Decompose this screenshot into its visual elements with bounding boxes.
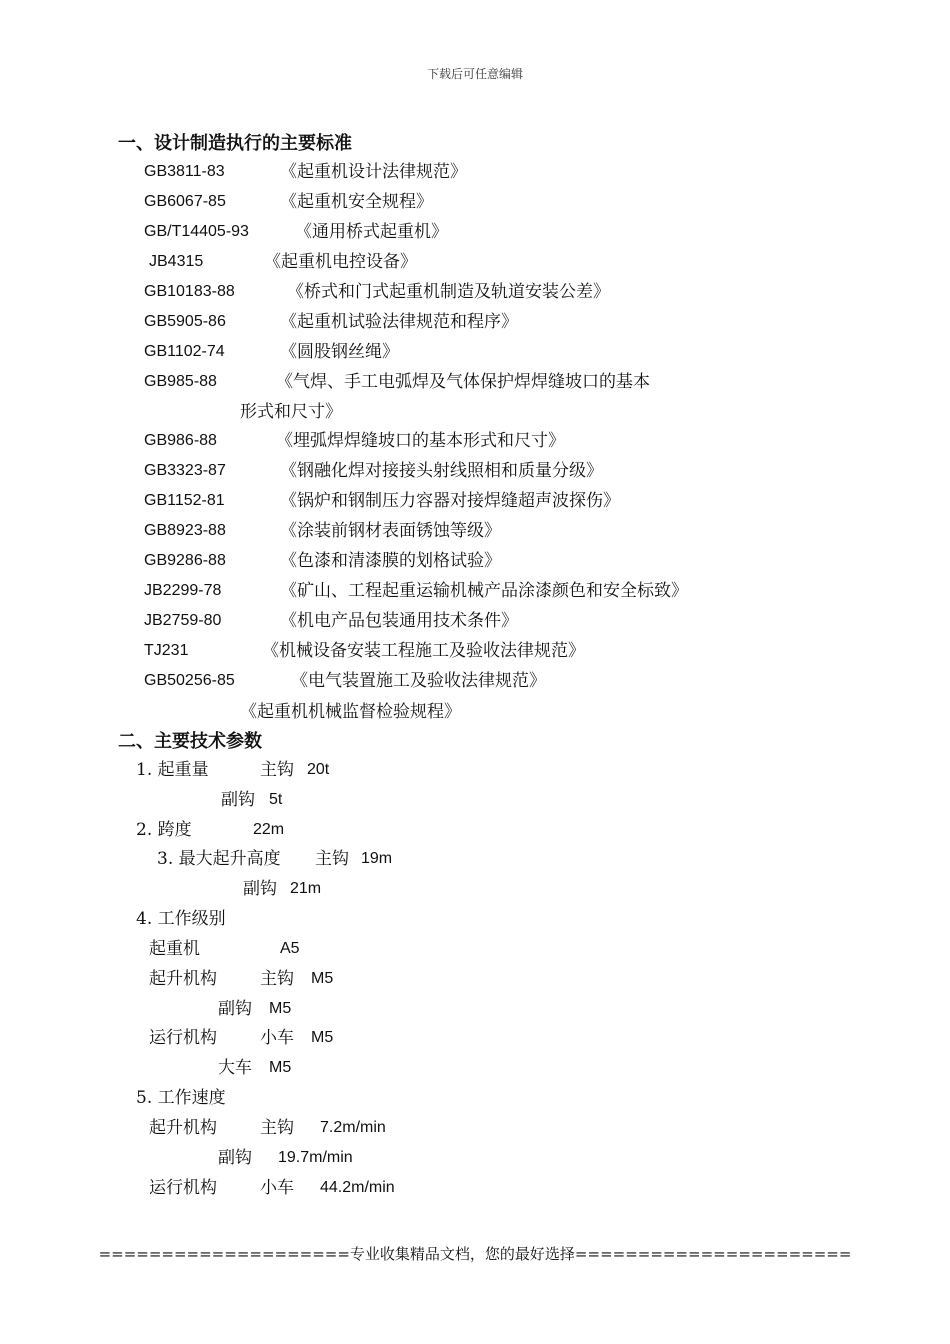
param-value: M5 [311,970,334,987]
param-speed-hoist [0,1116,950,1140]
standard-row [0,340,950,364]
standard-row [0,519,950,543]
standard-code: JB2299-78 [144,582,222,599]
param-duty-bridge [0,1056,950,1080]
standard-name: 《桥式和门式起重机制造及轨道安装公差》 [287,282,610,302]
standard-row [0,280,950,304]
param-value: 21m [290,880,322,897]
standard-name: 《气焊、手工电弧焊及气体保护焊焊缝坡口的基本 [276,372,650,392]
section2-title: 二、主要技术参数 [118,731,262,752]
param-sub-label: 主钩 [315,849,349,869]
standard-code: GB985-88 [144,373,217,390]
param-lift-height-aux [0,877,950,901]
standard-row [0,700,950,724]
param-duty-hoist [0,967,950,991]
standard-row [0,579,950,603]
standard-row [0,549,950,573]
param-sub-label: 主钩 [260,760,294,780]
standard-name: 《涂装前钢材表面锈蚀等级》 [280,521,501,541]
param-sub-label: 副钩 [218,999,252,1019]
param-value: 44.2m/min [320,1179,395,1196]
param-duty-hoist-aux [0,997,950,1021]
standard-name: 《起重机设计法律规范》 [280,162,467,182]
param-capacity-aux [0,788,950,812]
standard-name: 《起重机安全规程》 [280,192,433,212]
param-duty-travel [0,1026,950,1050]
standard-name: 《起重机机械监督检验规程》 [240,702,461,722]
standard-row [0,160,950,184]
standard-name-continued: 形式和尺寸》 [240,402,342,422]
standard-code: GB10183-88 [144,283,235,300]
param-value: M5 [269,1000,292,1017]
param-sub-label: 运行机构 [149,1178,217,1198]
param-sub-label: 副钩 [218,1148,252,1168]
standard-code: JB4315 [149,253,204,270]
standard-row [0,609,950,633]
standard-row [0,310,950,334]
standard-name: 《埋弧焊焊缝坡口的基本形式和尺寸》 [276,431,565,451]
standard-row [0,370,950,394]
param-value: 19.7m/min [278,1149,353,1166]
param-sub-label: 副钩 [243,879,277,899]
param-value: M5 [311,1029,334,1046]
standard-name: 《起重机电控设备》 [264,252,417,272]
standard-code: GB9286-88 [144,552,226,569]
param-speed-hoist-aux [0,1146,950,1170]
standard-code: GB/T14405-93 [144,223,249,240]
standard-name: 《色漆和清漆膜的划格试验》 [280,551,501,571]
param-value: A5 [280,940,300,957]
param-value: 22m [253,821,285,838]
param-capacity [0,758,950,782]
param-sub-label: 运行机构 [149,1028,217,1048]
standard-name: 《锅炉和钢制压力容器对接焊缝超声波探伤》 [280,491,620,511]
standard-code: JB2759-80 [144,612,222,629]
param-sub-label: 小车 [260,1028,294,1048]
param-sub-label: 起重机 [149,939,200,959]
param-sub-label: 主钩 [260,969,294,989]
param-label: 2. 跨度 [136,820,192,840]
param-duty-label: 4. 工作级别 [136,909,226,929]
param-value: 5t [269,791,283,808]
standard-name: 《矿山、工程起重运输机械产品涂漆颜色和安全标致》 [280,581,688,601]
standard-name: 《圆股钢丝绳》 [280,342,399,362]
param-duty-crane [0,937,950,961]
page-footer: ====================专业收集精品文档，您的最好选择====================== [98,1245,852,1263]
param-lift-height [0,847,950,871]
standard-row [0,220,950,244]
section1-title: 一、设计制造执行的主要标准 [118,133,352,154]
param-speed-label: 5. 工作速度 [136,1088,226,1108]
param-sub-label: 起升机构 [149,1118,217,1138]
standard-row [0,250,950,274]
standard-row [0,669,950,693]
standard-code: GB50256-85 [144,672,235,689]
standard-row [0,639,950,663]
standard-code: GB5905-86 [144,313,226,330]
param-label: 3. 最大起升高度 [157,849,281,869]
param-sub-label: 主钩 [260,1118,294,1138]
standard-name: 《电气装置施工及验收法律规范》 [291,671,546,691]
param-value: 7.2m/min [320,1119,386,1136]
standard-row-continuation [0,400,950,424]
standard-code: GB8923-88 [144,522,226,539]
param-sub-label: 大车 [218,1058,252,1078]
param-label: 1. 起重量 [136,760,209,780]
standard-name: 《机械设备安装工程施工及验收法律规范》 [262,641,585,661]
param-sub-label: 副钩 [221,790,255,810]
param-value: M5 [269,1059,292,1076]
param-value: 20t [307,761,330,778]
standard-row [0,459,950,483]
standard-code: TJ231 [144,642,189,659]
param-span [0,818,950,842]
standard-name: 《钢融化焊对接接头射线照相和质量分级》 [280,461,603,481]
standard-name: 《机电产品包装通用技术条件》 [280,611,518,631]
param-value: 19m [361,850,393,867]
param-speed-travel [0,1176,950,1200]
param-sub-label: 小车 [260,1178,294,1198]
standard-name: 《通用桥式起重机》 [295,222,448,242]
standard-row [0,489,950,513]
standard-row [0,190,950,214]
standard-name: 《起重机试验法律规范和程序》 [280,312,518,332]
standard-code: GB3323-87 [144,462,226,479]
standard-code: GB1102-74 [144,343,225,360]
standard-code: GB3811-83 [144,163,225,180]
standard-code: GB6067-85 [144,193,226,210]
standard-code: GB1152-81 [144,492,225,509]
param-sub-label: 起升机构 [149,969,217,989]
standard-row [0,429,950,453]
page-header: 下载后可任意编辑 [426,67,523,81]
standard-code: GB986-88 [144,432,217,449]
